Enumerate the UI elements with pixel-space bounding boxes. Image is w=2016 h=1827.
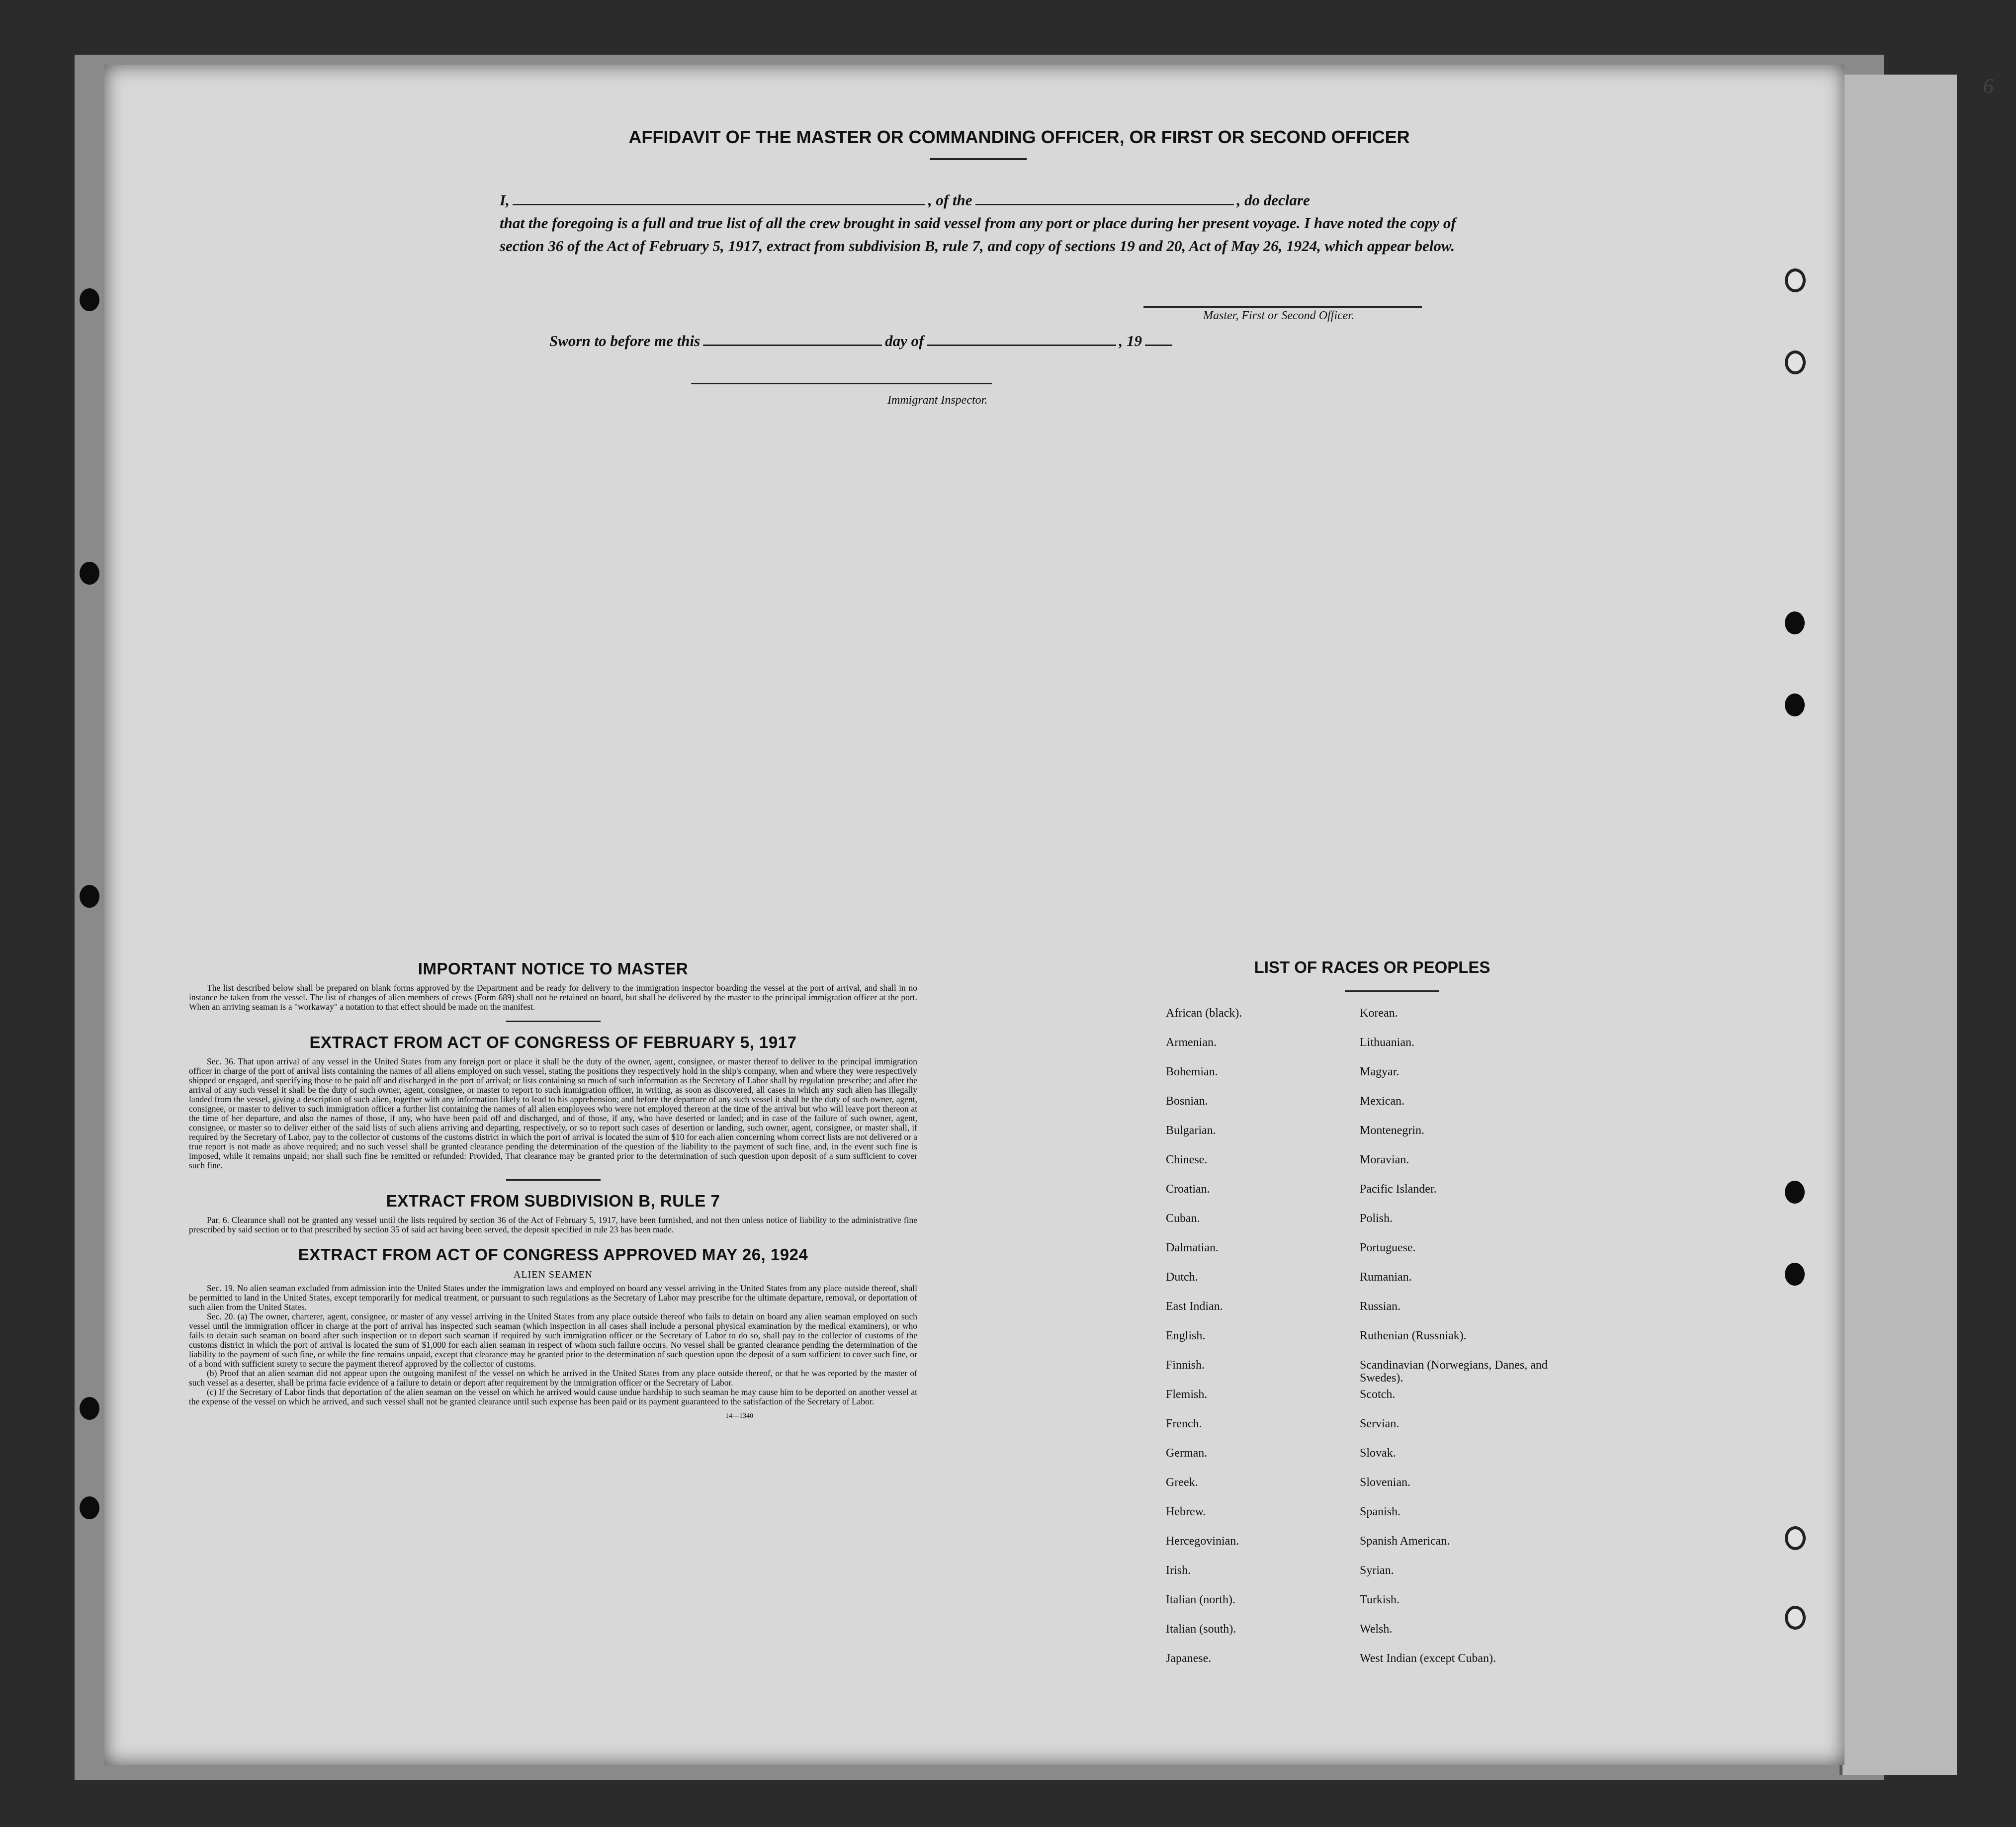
binding-hole [80, 1397, 99, 1420]
extract-1924-sec20a: Sec. 20. (a) The owner, charterer, agent, consignee, or master of any vessel arriving in the United States from any place outside thereof who fails to detain on board any alien seaman employed on such vessel until the immigration officer in charge at the port of arrival has inspected such seaman (which inspection in all cases shall include a personal physical examination by the medical examiners), or who fails to detain such seaman on board after such inspection or to deport such seaman if required by such immigration officer or the Secretary of Labor to do so, shall pay to the collector of customs of the customs district in which the port of arrival is located the sum of $1,000 for each alien seaman in respect of whom such failure occurs. No vessel shall be granted clearance pending the determination of the liability to the payment of such fine, or while the fine remains unpaid, except that clearance may be granted prior to the determination of such question upon the deposit of a sum sufficient to cover such fine, or of a bond with sufficient surety to secure the payment thereof approved by the collector of customs. [189, 1311, 917, 1369]
race-item: Finnish. [1166, 1359, 1205, 1372]
affidavit-body [500, 189, 1469, 258]
race-item: Bosnian. [1166, 1095, 1208, 1108]
page-number: 6 [1983, 75, 1994, 98]
race-item: Croatian. [1166, 1183, 1210, 1196]
race-item: Welsh. [1360, 1623, 1393, 1636]
race-item: Rumanian. [1360, 1271, 1412, 1284]
month-blank[interactable] [927, 345, 1116, 346]
race-item: Japanese. [1166, 1652, 1212, 1665]
extract-1924-sec19: Sec. 19. No alien seaman excluded from admission into the United States under the immigration laws and employed on board any vessel arriving in the United States from any place outside thereof, shall be permitted to land in the United States, except temporarily for medical treatment, or pursuant to such regulations as the Secretary of Labor may prescribe for the ultimate departure, removal, or deportation of such alien from the United States. [189, 1283, 917, 1312]
race-item: Moravian. [1360, 1153, 1409, 1166]
signature-label: Master, First or Second Officer. [1203, 309, 1354, 322]
notice-title: IMPORTANT NOTICE TO MASTER [418, 959, 689, 978]
form-number: 14—1340 [725, 1412, 753, 1420]
race-item: Magyar. [1360, 1065, 1400, 1078]
binding-hole [1785, 611, 1805, 634]
race-item: Bulgarian. [1166, 1124, 1216, 1137]
extract-1924-title: EXTRACT FROM ACT OF CONGRESS APPROVED MAY 26, 1924 [298, 1245, 808, 1264]
race-item: Dutch. [1166, 1271, 1198, 1284]
divider [506, 1021, 601, 1022]
race-item: Ruthenian (Russniak). [1360, 1329, 1467, 1342]
affidavit-first-line [500, 189, 1469, 212]
vessel-blank[interactable] [975, 204, 1234, 205]
extract-rule7-title: EXTRACT FROM SUBDIVISION B, RULE 7 [386, 1192, 720, 1210]
signature-line[interactable] [1143, 306, 1422, 308]
races-list [1166, 1007, 1588, 1681]
race-item: African (black). [1166, 1007, 1242, 1020]
divider [506, 1179, 601, 1181]
inspector-signature-line[interactable] [691, 383, 992, 384]
affidavit-of-the: , of the [928, 191, 972, 209]
year-blank[interactable] [1145, 345, 1172, 346]
extract-1917-text: Sec. 36. That upon arrival of any vessel in the United States from any foreign port or place it shall be the duty of the owner, agent, consignee, or master thereof to deliver to the principal immigration officer in charge of the port of arrival lists containing the names of all aliens employed on such vessel, stating the positions they respectively hold in the ship's company, when and where they were respectively shipped or engaged, and specifying those to be paid off and discharged in the port of arrival; or lists containing so much of such information as the Secretary of Labor shall by regulation prescribe; and after the arrival of any such vessel it shall be the duty of such owner, agent, consignee, or master to report to such immigration officer, in writing, as soon as discovered, all cases in which any such alien has illegally landed from the vessel, giving a description of such alien, together with any information likely to lead to his apprehension; and before the departure of any such vessel it shall be the duty of such owner, agent, consignee, or master to deliver to such immigration officer a further list containing the names of all alien employees who were not employed thereon at the time of the arrival but who will leave port thereon at the time of her departure, and also the names of those, if any, who have been paid off and discharged, and of those, if any, who have deserted or landed; and in case of the failure of such owner, agent, consignee, or master so to deliver either of the said lists of such aliens arriving and departing, respectively, or so to report such cases of desertion or landing, such owner, agent, consignee, or master shall, if required by the Secretary of Labor, pay to the collector of customs of the customs district in which the port of arrival is located the sum of $10 for each alien concerning whom correct lists are not delivered or a true report is not made as above required; and no such vessel shall be granted clearance pending the determination of the question of the liability to the payment of such fine, and, in the event such fine is imposed, while it remains unpaid; nor shall such fine be remitted or refunded: Provided, That clearance may be granted prior to the determination of such question upon deposit of a sum sufficient to cover such fine. [189, 1056, 917, 1170]
sworn-prefix: Sworn to before me this [549, 332, 701, 349]
race-item: Turkish. [1360, 1593, 1400, 1606]
race-item: West Indian (except Cuban). [1360, 1652, 1496, 1665]
race-item: Syrian. [1360, 1564, 1394, 1577]
race-item: Armenian. [1166, 1036, 1217, 1049]
races-title: LIST OF RACES OR PEOPLES [1254, 958, 1490, 976]
race-item: Italian (south). [1166, 1623, 1236, 1636]
sworn-day-of: day of [885, 332, 924, 349]
divider [1345, 990, 1439, 992]
name-blank[interactable] [513, 204, 925, 205]
race-item: Flemish. [1166, 1388, 1208, 1401]
race-item: Slovenian. [1360, 1476, 1410, 1489]
binding-hole [1785, 694, 1805, 716]
race-item: Portuguese. [1360, 1241, 1416, 1254]
binding-hole [80, 885, 99, 908]
affidavit-statement: that the foregoing is a full and true list of all the crew brought in said vessel from any port or place during her present voyage. I have noted the copy of section 36 of the Act of February 5, 1917, extract from subdivision B, rule 7, and copy of sections 19 and 20, Act of May 26, 1924, which appear below. [500, 214, 1456, 255]
binding-hole [1785, 350, 1806, 374]
race-item: Russian. [1360, 1300, 1401, 1313]
race-item: Hebrew. [1166, 1505, 1206, 1518]
race-item: Servian. [1360, 1417, 1400, 1430]
extract-1917-title: EXTRACT FROM ACT OF CONGRESS OF FEBRUARY 5, 1917 [309, 1033, 797, 1051]
race-item: French. [1166, 1417, 1202, 1430]
race-item: Spanish. [1360, 1505, 1401, 1518]
race-item: Dalmatian. [1166, 1241, 1219, 1254]
race-item: Hercegovinian. [1166, 1535, 1239, 1548]
race-item: Scandinavian (Norwegians, Danes, and Swedes). [1360, 1359, 1548, 1385]
binding-hole [1785, 1181, 1805, 1204]
binding-hole [80, 562, 99, 585]
notices-column [189, 959, 917, 1420]
race-item: Korean. [1360, 1007, 1398, 1020]
race-item: Pacific Islander. [1360, 1183, 1437, 1196]
sworn-line [549, 332, 1175, 350]
extract-1924-subtitle: ALIEN SEAMEN [513, 1269, 593, 1280]
inspector-label: Immigrant Inspector. [887, 394, 988, 407]
affidavit-declare: , do declare [1236, 191, 1310, 209]
binding-hole [1785, 1606, 1806, 1630]
race-item: Spanish American. [1360, 1535, 1450, 1548]
race-item: Montenegrin. [1360, 1124, 1424, 1137]
race-item: Cuban. [1166, 1212, 1200, 1225]
race-item: Slovak. [1360, 1447, 1396, 1460]
race-item: Polish. [1360, 1212, 1393, 1225]
race-item: Greek. [1166, 1476, 1198, 1489]
binding-hole [80, 1496, 99, 1519]
race-item: Chinese. [1166, 1153, 1208, 1166]
race-item: Irish. [1166, 1564, 1191, 1577]
binding-hole [1785, 268, 1806, 292]
race-item: Mexican. [1360, 1095, 1404, 1108]
race-item: East Indian. [1166, 1300, 1223, 1313]
race-item: Scotch. [1360, 1388, 1396, 1401]
extract-1924-sec20b: (b) Proof that an alien seaman did not appear upon the outgoing manifest of the vessel on which he arrived in the United States from any place outside thereof, or that he was reported by the master of such vessel as a deserter, shall be prima facie evidence of a failure to detain or deport after requirement by the immigration officer or the Secretary of Labor. [189, 1368, 917, 1388]
binding-hole [1785, 1526, 1806, 1550]
race-item: German. [1166, 1447, 1208, 1460]
race-item: English. [1166, 1329, 1206, 1342]
extract-rule7-text: Par. 6. Clearance shall not be granted any vessel until the lists required by section 36 of the Act of February 5, 1917, have been furnished, and not then unless notice of liability to the administrative fine prescribed by said section or to that prescribed by section 35 of said act having been served, the deposit specified in rule 23 has been made. [189, 1215, 917, 1234]
divider [930, 158, 1027, 160]
race-item: Bohemian. [1166, 1065, 1218, 1078]
sworn-year: , 19 [1119, 332, 1142, 349]
race-item: Italian (north). [1166, 1593, 1235, 1606]
day-blank[interactable] [703, 345, 882, 346]
affidavit-i: I, [500, 191, 510, 209]
underlying-sheet-edge [1840, 75, 1957, 1775]
affidavit-title: AFFIDAVIT OF THE MASTER OR COMMANDING OFFICER, OR FIRST OR SECOND OFFICER [628, 127, 1410, 147]
extract-1924-sec20c: (c) If the Secretary of Labor finds that deportation of the alien seaman on the vessel on which he arrived would cause undue hardship to such seaman he may cause him to be deported on another vessel at the expense of the vessel on which he arrived, and such vessel shall not be granted clearance until such expense has been paid or its payment guaranteed to the satisfaction of the Secretary of Labor. [189, 1387, 917, 1406]
race-item: Lithuanian. [1360, 1036, 1414, 1049]
binding-hole [1785, 1263, 1805, 1286]
binding-hole [80, 288, 99, 311]
notice-text: The list described below shall be prepared on blank forms approved by the Department and be ready for delivery to the immigration inspector boarding the vessel at the port of arrival, and shall in no instance be taken from the vessel. The list of changes of alien members of crews (Form 689) shall not be retained on board, but shall be delivered by the master to the principal immigration officer at the port. When an arriving seaman is a "workaway" a notation to that effect should be made on the manifest. [189, 983, 917, 1012]
